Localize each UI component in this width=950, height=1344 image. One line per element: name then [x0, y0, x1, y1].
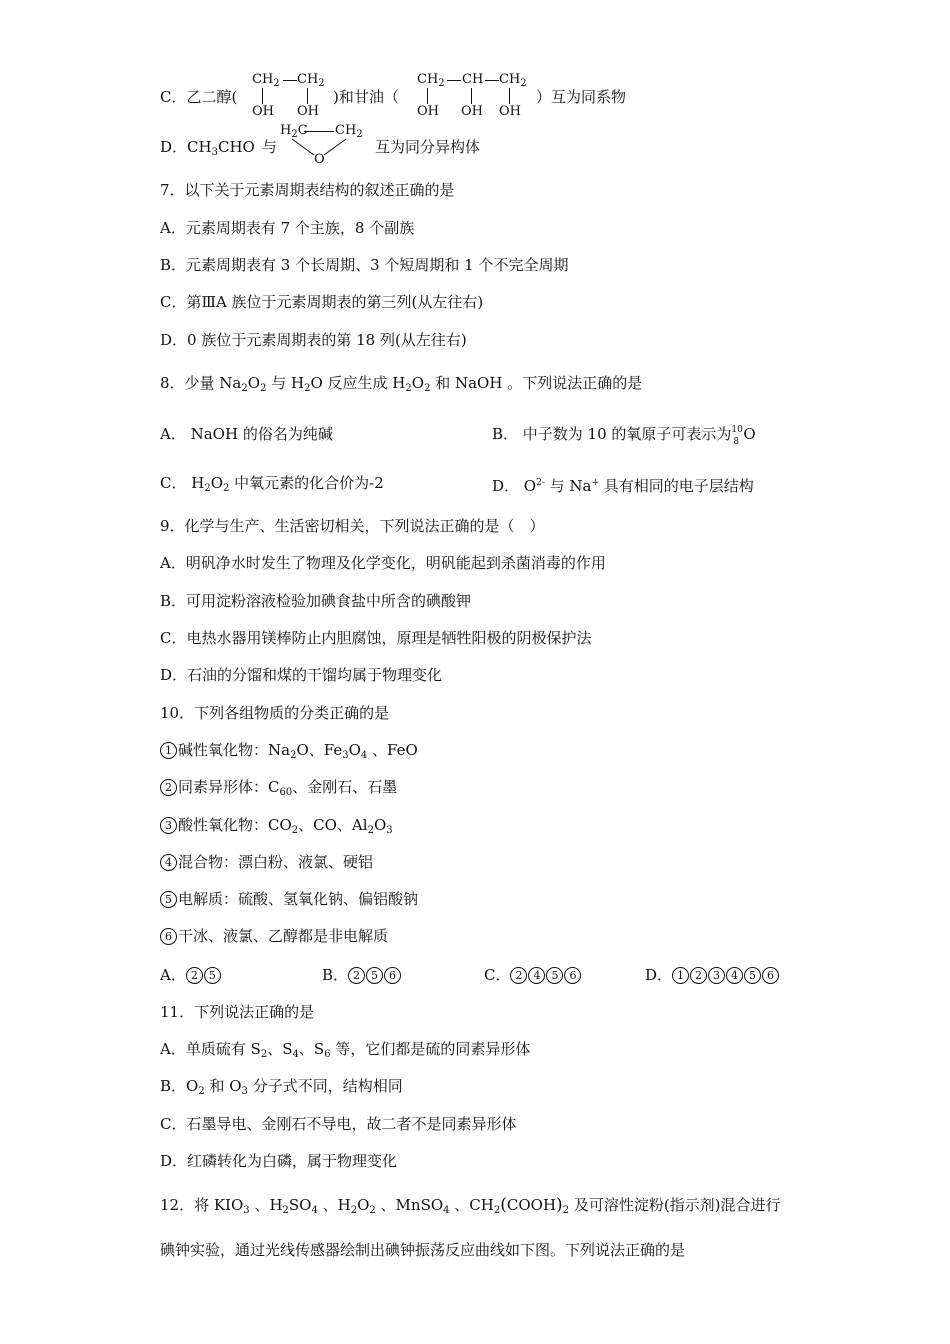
q10-item-1: 1 碱性氧化物：$Na_2O$、$Fe_3O_4$ 、FeO [160, 740, 418, 766]
eg-bond [283, 80, 297, 81]
eo-h2c: $H_2C$ [280, 123, 308, 140]
eg-bond-v2 [307, 88, 308, 104]
q10-item-3: 3 酸性氧化物：$CO_2$、CO、$Al_2O_3$ [160, 815, 393, 841]
q11-option-b: B．$O_2$ 和 $O_3$ 分子式不同，结构相同 [160, 1077, 403, 1097]
eg-ch2-left: $CH_2$ [252, 72, 280, 89]
gl-ch: CH [462, 72, 484, 87]
gl-bond-v3 [509, 88, 510, 104]
q10-option-b: B． 2 5 6 [322, 965, 402, 985]
q10-option-d: D． 1 2 3 4 5 6 [645, 965, 780, 985]
q10-item-4: 4 混合物：漂白粉、液氯、硬铝 [160, 852, 373, 872]
q6-c-prefix: C．乙二醇( [160, 88, 238, 106]
gl-ch2-right: $CH_2$ [499, 72, 527, 89]
q11-option-a: A．单质硫有 $S_2$、$S_4$、$S_6$ 等，它们都是硫的同素异形体 [160, 1040, 531, 1060]
q10-item-2: 2 同素异形体：$C_{60}$、金刚石、石墨 [160, 777, 397, 803]
q6-c-mid: )和甘油（ [333, 88, 399, 106]
q6-d-suffix: 互为同分异构体 [375, 138, 481, 156]
eg-bond-v1 [262, 88, 263, 104]
q10-item-6: 6 干冰、液氯、乙醇都是非电解质 [160, 926, 388, 946]
q8-option-a: A． NaOH 的俗名为纯碱 [160, 425, 333, 443]
q7-stem: 7．以下关于元素周期表结构的叙述正确的是 [160, 181, 455, 199]
q6-c-suffix: ）互为同系物 [536, 88, 627, 106]
gl-oh-2: OH [461, 104, 483, 119]
q9-option-a: A．明矾净水时发生了物理及化学变化，明矾能起到杀菌消毒的作用 [160, 554, 606, 572]
q10-item-5: 5 电解质：硫酸、氢氧化钠、偏铝酸钠 [160, 889, 418, 909]
q10-option-c: C． 2 4 5 6 [484, 965, 582, 985]
q7-option-d: D．0 族位于元素周期表的第 18 列(从左往右) [160, 331, 467, 349]
q8-option-c: C． $H_2O_2$ 中氧元素的化合价为-2 [160, 474, 384, 494]
gl-oh-1: OH [417, 104, 439, 119]
q10-option-a: A． 2 5 [160, 965, 222, 985]
q11-stem: 11．下列说法正确的是 [160, 1003, 315, 1021]
q8-option-b: B． 中子数为 10 的氧原子可表示为 10 8 O [492, 425, 756, 447]
q12-line-2: 碘钟实验，通过光线传感器绘制出碘钟振荡反应曲线如下图。下列说法正确的是 [160, 1241, 686, 1259]
eo-oxygen: O [314, 152, 325, 167]
eo-ch2: $CH_2$ [335, 123, 363, 140]
q7-option-a: A．元素周期表有 7 个主族，8 个副族 [160, 219, 415, 237]
gl-bond-1 [447, 80, 461, 81]
gl-bond-2 [485, 80, 499, 81]
q7-option-c: C．第ⅢA 族位于元素周期表的第三列(从左往右) [160, 293, 484, 311]
gl-bond-v1 [427, 88, 428, 104]
q12-line-1: 12．将 $KIO_3$ 、$H_2SO_4$ 、$H_2O_2$ 、MnSO$_4$ 、$CH_2(COOH)_2$ 及可溶性淀粉(指示剂)混合进行 [160, 1195, 781, 1216]
q9-stem: 9．化学与生产、生活密切相关，下列说法正确的是（ ） [160, 517, 545, 535]
eo-bond [304, 131, 334, 132]
eg-oh-2: OH [297, 104, 319, 119]
q10-stem: 10．下列各组物质的分类正确的是 [160, 704, 390, 722]
q11-option-c: C．石墨导电、金刚石不导电，故二者不是同素异形体 [160, 1115, 517, 1133]
q8-option-d: D． $O^{2-}$ 与 Na+ 具有相同的电子层结构 [492, 477, 754, 495]
eg-oh-1: OH [252, 104, 274, 119]
q9-option-d: D．石油的分馏和煤的干馏均属于物理变化 [160, 666, 443, 684]
q9-option-b: B．可用淀粉溶液检验加碘食盐中所含的碘酸钾 [160, 592, 472, 610]
q6-option-c [160, 87, 237, 107]
gl-ch2-left: $CH_2$ [417, 72, 445, 89]
q6-option-d: D．$CH_3CHO$ [160, 138, 255, 158]
q7-option-b: B．元素周期表有 3 个长周期、3 个短周期和 1 个不完全周期 [160, 256, 569, 274]
q6-d-with: 与 [262, 138, 278, 156]
q11-option-d: D．红磷转化为白磷，属于物理变化 [160, 1152, 398, 1170]
gl-oh-3: OH [499, 104, 521, 119]
q9-option-c: C．电热水器用镁棒防止内胆腐蚀，原理是牺牲阳极的阴极保护法 [160, 629, 592, 647]
eg-ch2-right: $CH_2$ [297, 72, 325, 89]
q8-stem: 8．少量 $Na_2O_2$ 与 $H_2O$ 反应生成 $H_2O_2$ 和 NaOH 。下列说法正确的是 [160, 374, 643, 394]
gl-bond-v2 [471, 88, 472, 104]
